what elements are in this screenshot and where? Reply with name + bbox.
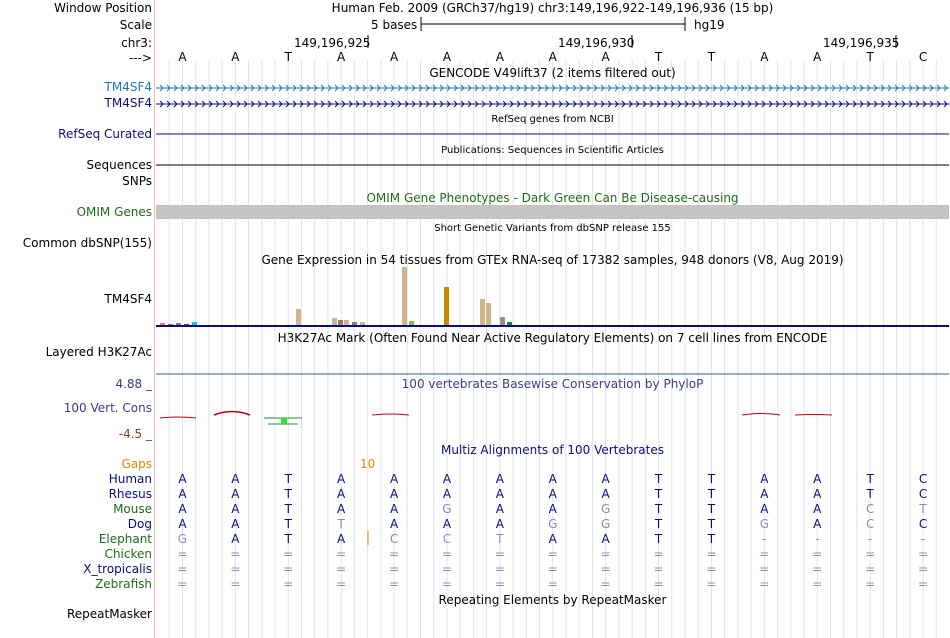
ref-base: A <box>442 50 452 64</box>
gtex-tissue-bar[interactable] <box>352 322 357 325</box>
alignment-base: C <box>865 517 875 531</box>
gtex-tissue-bar[interactable] <box>332 318 337 325</box>
alignment-base: A <box>495 517 504 531</box>
alignment-base: = <box>283 562 294 576</box>
alignment-base: A <box>231 517 240 531</box>
alignment-base: T <box>654 517 663 531</box>
alignment-base: T <box>707 517 716 531</box>
gtex-tissue-bar[interactable] <box>168 324 173 325</box>
alignment-base: = <box>812 562 823 576</box>
gtex-tissue-bar[interactable] <box>192 322 197 325</box>
alignment-base: - <box>867 532 873 546</box>
alignment-base: A <box>495 472 504 486</box>
alignment-base: G <box>600 502 611 516</box>
refseq-title[interactable]: RefSeq genes from NCBI <box>491 114 614 125</box>
alignment-base: = <box>494 577 505 591</box>
alignment-base: - <box>762 532 767 546</box>
multiz-title[interactable]: Multiz Alignments of 100 Vertebrates <box>440 443 665 457</box>
alignment-base: = <box>336 547 347 561</box>
alignment-base: A <box>337 487 346 501</box>
alignment-base: T <box>866 487 874 501</box>
alignment-base: = <box>600 547 611 561</box>
ref-base: T <box>284 50 292 64</box>
alignment-base: A <box>442 517 452 531</box>
alignment-base: A <box>760 502 769 516</box>
alignment-base: A <box>548 502 557 516</box>
coord-label-1: 149,196,925 <box>294 36 371 50</box>
publications-title[interactable]: Publications: Sequences in Scientific Articles <box>441 145 664 156</box>
alignment-base: = <box>230 577 241 591</box>
alignment-base: T <box>654 487 663 501</box>
alignment-base: A <box>389 517 399 531</box>
gtex-tissue-bar[interactable] <box>409 321 414 325</box>
gtex-tissue-bar[interactable] <box>184 324 189 325</box>
coord-label-2: 149,196,930 <box>558 36 635 50</box>
alignment-base: = <box>812 547 823 561</box>
phylop-min: -4.5 _ <box>118 427 152 441</box>
alignment-base: = <box>918 577 929 591</box>
species-label-rhesus[interactable]: Rhesus <box>108 487 152 501</box>
ref-base: A <box>337 50 346 64</box>
gtex-tissue-bar[interactable] <box>176 323 181 325</box>
alignment-base: A <box>548 472 557 486</box>
alignment-base: = <box>441 547 452 561</box>
alignment-base: A <box>813 487 822 501</box>
omim-feature-bar[interactable] <box>156 205 949 219</box>
alignment-base: A <box>231 532 240 546</box>
alignment-base: = <box>759 547 770 561</box>
alignment-base: = <box>600 577 611 591</box>
alignment-base: A <box>601 532 610 546</box>
alignment-base: G <box>548 517 558 531</box>
alignment-base: A <box>389 472 399 486</box>
alignment-base: T <box>284 517 292 531</box>
species-label-chicken[interactable]: Chicken <box>104 547 152 561</box>
alignment-base: C <box>918 472 928 486</box>
alignment-base: = <box>918 562 929 576</box>
alignment-base: A <box>601 487 610 501</box>
refseq-label[interactable]: RefSeq Curated <box>58 127 152 141</box>
alignment-base: A <box>813 472 822 486</box>
dbsnp-label[interactable]: Common dbSNP(155) <box>22 236 152 250</box>
alignment-base: T <box>707 502 716 516</box>
alignment-base: A <box>178 487 187 501</box>
species-label-mouse[interactable]: Mouse <box>113 502 152 516</box>
alignment-base: G <box>442 502 452 516</box>
phylop-plot[interactable] <box>160 412 832 425</box>
ref-base: T <box>654 50 663 64</box>
assembly-text: hg19 <box>694 18 725 32</box>
ref-base: A <box>760 50 769 64</box>
ref-base: T <box>866 50 874 64</box>
alignment-base: T <box>284 502 292 516</box>
h3k27ac-label[interactable]: Layered H3K27Ac <box>45 345 152 359</box>
ref-base: A <box>178 50 187 64</box>
gtex-tissue-bar[interactable] <box>338 320 343 325</box>
chrom-label: chr3: <box>121 36 152 50</box>
alignment-base: = <box>177 547 188 561</box>
species-label-x_tropicalis[interactable]: X_tropicalis <box>83 562 152 576</box>
multiz-gap-value: 10 <box>360 457 376 471</box>
alignment-base: = <box>389 547 400 561</box>
position-text: Human Feb. 2009 (GRCh37/hg19) chr3:149,196,922-149,196,936 (15 bp) <box>331 1 774 15</box>
window-position-label: Window Position <box>54 1 152 15</box>
alignment-base: G <box>600 517 611 531</box>
ref-base: A <box>548 50 557 64</box>
alignment-base: A <box>389 502 399 516</box>
omim-label[interactable]: OMIM Genes <box>76 205 152 219</box>
publications-label-snps[interactable]: SNPs <box>122 174 152 188</box>
alignment-base: = <box>283 547 294 561</box>
alignment-base: = <box>389 577 400 591</box>
h3k27ac-title[interactable]: H3K27Ac Mark (Often Found Near Active Regulatory Elements) on 7 cell lines from ENCODE <box>277 331 828 345</box>
gencode-gene-1[interactable] <box>156 85 949 91</box>
alignment-base: A <box>389 487 399 501</box>
alignment-base: C <box>918 487 928 501</box>
alignment-base: A <box>760 472 769 486</box>
alignment-base: A <box>548 532 557 546</box>
alignment-base: = <box>177 562 188 576</box>
alignment-base: = <box>230 547 241 561</box>
gencode-gene-2[interactable] <box>156 101 949 107</box>
alignment-base: = <box>547 562 558 576</box>
repeatmasker-title[interactable]: Repeating Elements by RepeatMasker <box>438 593 667 607</box>
alignment-base: T <box>284 532 292 546</box>
scale-bar <box>421 17 685 31</box>
phylop-title[interactable]: 100 vertebrates Basewise Conservation by PhyloP <box>401 377 704 391</box>
alignment-base: = <box>759 577 770 591</box>
gtex-tissue-bar[interactable] <box>344 320 349 325</box>
omim-title[interactable]: OMIM Gene Phenotypes - Dark Green Can Be Disease-causing <box>366 191 739 205</box>
phylop-label[interactable]: 100 Vert. Cons <box>63 401 152 415</box>
alignment-base: = <box>230 562 241 576</box>
alignment-base: T <box>654 532 663 546</box>
strand-label: ---> <box>128 51 152 65</box>
alignment-base: = <box>336 562 347 576</box>
alignment-base: A <box>813 502 822 516</box>
alignment-base: A <box>337 502 346 516</box>
alignment-base: G <box>759 517 769 531</box>
alignment-base: C <box>442 532 452 546</box>
gtex-tissue-bar[interactable] <box>360 322 365 325</box>
ref-base: A <box>601 50 610 64</box>
alignment-base: T <box>337 517 345 531</box>
alignment-base: T <box>707 487 716 501</box>
alignment-base: A <box>231 502 240 516</box>
gencode-label-1[interactable]: TM4SF4 <box>104 80 152 94</box>
alignment-base: A <box>178 502 187 516</box>
alignment-base: = <box>441 577 452 591</box>
ref-base: A <box>495 50 504 64</box>
alignment-base: G <box>177 532 188 546</box>
multiz-gaps-label[interactable]: Gaps <box>121 457 152 471</box>
alignment-base: = <box>812 577 823 591</box>
alignment-base: T <box>284 487 292 501</box>
gencode-title[interactable]: GENCODE V49lift37 (2 items filtered out) <box>429 66 676 80</box>
alignment-base: = <box>653 577 664 591</box>
alignment-base: = <box>600 562 611 576</box>
alignment-base: A <box>548 487 557 501</box>
dbsnp-title[interactable]: Short Genetic Variants from dbSNP release 155 <box>434 223 671 234</box>
alignment-base: = <box>336 577 347 591</box>
gencode-label-2[interactable]: TM4SF4 <box>104 96 152 110</box>
alignment-base: A <box>495 502 504 516</box>
alignment-base: = <box>494 562 505 576</box>
alignment-base: = <box>494 547 505 561</box>
gtex-tissue-bar[interactable] <box>500 317 505 325</box>
species-label-zebrafish[interactable]: Zebrafish <box>95 577 152 591</box>
alignment-base: A <box>178 472 187 486</box>
alignment-base: = <box>389 562 400 576</box>
alignment-base: A <box>495 487 504 501</box>
alignment-base: A <box>760 487 769 501</box>
alignment-base: T <box>284 472 292 486</box>
alignment-base: = <box>865 547 876 561</box>
alignment-base: = <box>441 562 452 576</box>
alignment-base: A <box>231 472 240 486</box>
alignment-base: = <box>653 547 664 561</box>
alignment-base: = <box>759 562 770 576</box>
alignment-base: A <box>442 472 452 486</box>
gtex-tissue-bar[interactable] <box>444 287 449 325</box>
gtex-tissue-bar[interactable] <box>480 299 485 325</box>
alignment-base: = <box>865 577 876 591</box>
ref-base: A <box>813 50 822 64</box>
gtex-tissue-bar[interactable] <box>160 323 165 325</box>
gtex-label[interactable]: TM4SF4 <box>104 292 152 306</box>
species-label-dog[interactable]: Dog <box>127 517 152 531</box>
alignment-base: A <box>601 472 610 486</box>
phylop-max: 4.88 _ <box>115 377 152 391</box>
alignment-base: A <box>178 517 187 531</box>
gtex-tissue-bar[interactable] <box>507 322 512 325</box>
alignment-base: - <box>815 532 820 546</box>
species-label-human[interactable]: Human <box>108 472 152 486</box>
repeatmasker-label[interactable]: RepeatMasker <box>66 607 152 621</box>
alignment-base: T <box>654 502 663 516</box>
alignment-base: T <box>707 472 716 486</box>
alignment-base: - <box>920 532 926 546</box>
alignment-base: = <box>283 577 294 591</box>
species-label-elephant[interactable]: Elephant <box>98 532 152 546</box>
alignment-base: A <box>337 472 346 486</box>
ref-base: T <box>707 50 716 64</box>
scale-label: Scale <box>119 18 152 32</box>
alignment-base: = <box>706 577 717 591</box>
gtex-tissue-bar[interactable] <box>402 267 407 325</box>
gtex-title[interactable]: Gene Expression in 54 tissues from GTEx RNA-seq of 17382 samples, 948 donors (V8, Aug 2019) <box>261 253 844 267</box>
coord-label-3: 149,196,935 <box>823 36 900 50</box>
gtex-bars[interactable] <box>160 267 512 325</box>
alignment-base: C <box>918 517 928 531</box>
gtex-tissue-bar[interactable] <box>486 303 491 325</box>
ref-base: A <box>231 50 240 64</box>
alignment-base: C <box>389 532 399 546</box>
alignment-base: = <box>547 547 558 561</box>
alignment-base: C <box>865 502 875 516</box>
scale-text: 5 bases <box>371 18 418 32</box>
alignment-base: A <box>442 487 452 501</box>
coordinate-ticks <box>368 35 896 48</box>
alignment-base: A <box>231 487 240 501</box>
ref-base: C <box>918 50 928 64</box>
gtex-tissue-bar[interactable] <box>296 309 301 325</box>
alignment-base: T <box>496 532 504 546</box>
publications-label-sequences[interactable]: Sequences <box>86 158 152 172</box>
alignment-base: = <box>706 562 717 576</box>
alignment-base: T <box>866 472 874 486</box>
ref-base: A <box>389 50 399 64</box>
alignment-base: A <box>813 517 822 531</box>
alignment-base: = <box>706 547 717 561</box>
alignment-base: T <box>707 532 716 546</box>
alignment-base: A <box>337 532 346 546</box>
alignment-base: = <box>865 562 876 576</box>
alignment-base: = <box>653 562 664 576</box>
alignment-base: T <box>654 472 663 486</box>
alignment-base: = <box>177 577 188 591</box>
alignment-base: = <box>918 547 929 561</box>
alignment-base: = <box>547 577 558 591</box>
alignment-base: T <box>919 502 927 516</box>
